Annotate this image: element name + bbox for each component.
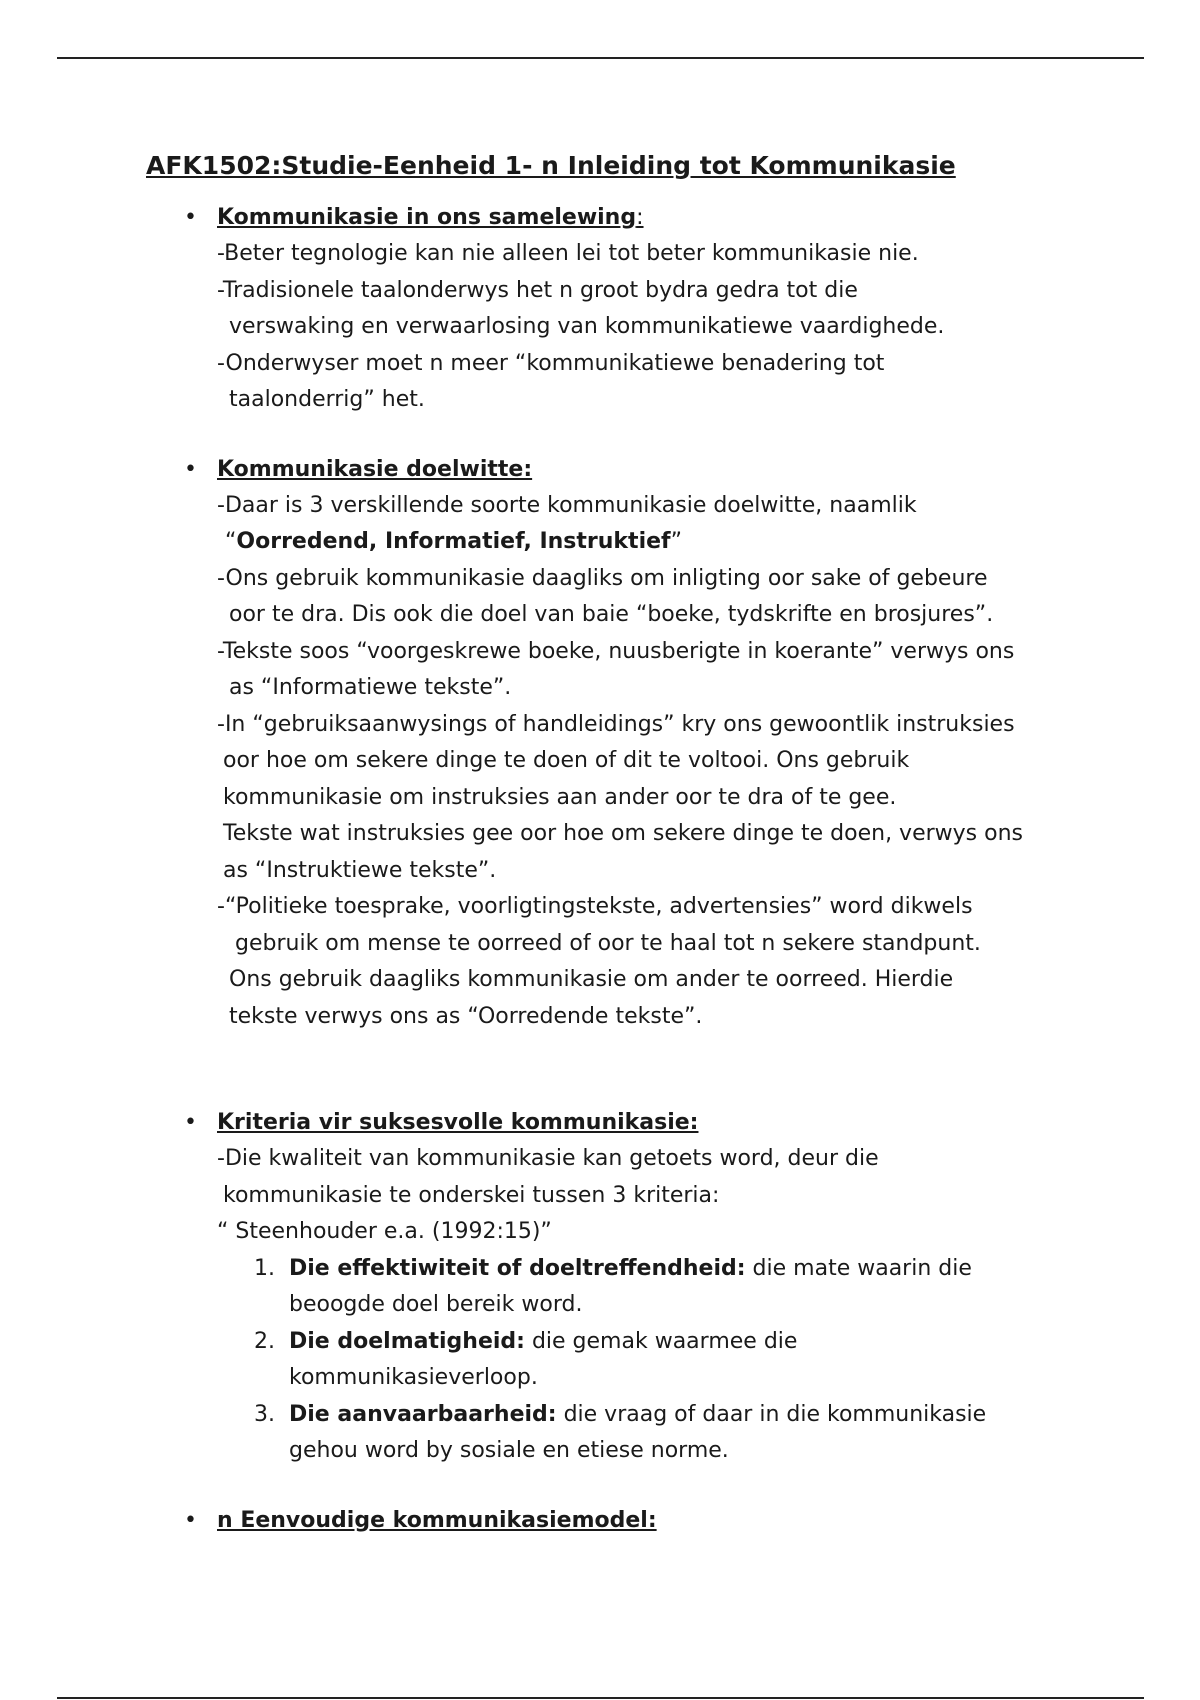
- criteria-list: [217, 1251, 1106, 1470]
- criteria-item: 1. Die effektiwiteit of doeltreffendheid: die mate waarin die beoogde doel bereik word.: [217, 1251, 1106, 1324]
- criteria-item: 3. Die aanvaarbaarheid: die vraag of daar in die kommunikasie gehou word by sosiale en etiese norme.: [217, 1397, 1106, 1470]
- bullet-icon: •: [184, 1110, 197, 1135]
- section-success-criteria: [184, 1105, 1106, 1470]
- text-line: taalonderrig” het.: [229, 387, 425, 412]
- section-communication-in-society: [184, 200, 1106, 419]
- text-line: kommunikasie te onderskei tussen 3 kriteria:: [223, 1182, 720, 1208]
- criteria-item: 2. Die doelmatigheid: die gemak waarmee die kommunikasieverloop.: [217, 1324, 1106, 1397]
- text-line: “Oorredend, Informatief, Instruktief”: [225, 529, 683, 554]
- section-heading: Kriteria vir suksesvolle kommunikasie:: [217, 1110, 699, 1135]
- citation-line: “ Steenhouder e.a. (1992:15)”: [217, 1219, 552, 1244]
- text-line: -Daar is 3 verskillende soorte kommunikasie doelwitte, naamlik: [217, 492, 917, 518]
- section-communication-goals: [184, 452, 1106, 1036]
- list-number: 2.: [254, 1328, 275, 1354]
- section-heading: Kommunikasie in ons samelewing:: [217, 205, 644, 230]
- text-line: -In “gebruiksaanwysings of handleidings” kry ons gewoontlik instruksies: [217, 711, 1015, 737]
- text-line: gebruik om mense te oorreed of oor te haal tot n sekere standpunt.: [235, 930, 981, 956]
- text-line: oor te dra. Dis ook die doel van baie “boeke, tydskrifte en brosjures”.: [229, 602, 994, 627]
- section-simple-model: [184, 1503, 1106, 1539]
- bullet-icon: •: [184, 1507, 197, 1533]
- list-number: 1.: [254, 1255, 275, 1281]
- section-heading: Kommunikasie doelwitte:: [217, 456, 533, 482]
- criteria-term: Die effektiwiteit of doeltreffendheid:: [289, 1255, 746, 1281]
- text-line: tekste verwys ons as “Oorredende tekste”.: [229, 1003, 703, 1029]
- text-line: -Ons gebruik kommunikasie daagliks om inligting oor sake of gebeure: [217, 565, 988, 591]
- goal-types: Oorredend, Informatief, Instruktief: [236, 529, 671, 554]
- top-rule: [57, 57, 1144, 59]
- text-line: -“Politieke toesprake, voorligtingstekste, advertensies” word dikwels: [217, 894, 973, 919]
- text-line: Tekste wat instruksies gee oor hoe om sekere dinge te doen, verwys ons: [223, 821, 1023, 846]
- bullet-icon: •: [184, 456, 197, 482]
- text-line: as “Informatiewe tekste”.: [229, 675, 512, 700]
- text-line: oor hoe om sekere dinge te doen of dit te voltooi. Ons gebruik: [223, 748, 910, 773]
- section-heading: n Eenvoudige kommunikasiemodel:: [217, 1507, 657, 1533]
- list-number: 3.: [254, 1401, 275, 1427]
- text-line: as “Instruktiewe tekste”.: [223, 857, 497, 883]
- bullet-icon: •: [184, 205, 197, 230]
- criteria-term: Die doelmatigheid:: [289, 1328, 525, 1354]
- text-line: Ons gebruik daagliks kommunikasie om ander te oorreed. Hierdie: [229, 967, 954, 992]
- bottom-rule: [57, 1697, 1144, 1699]
- text-line: -Tradisionele taalonderwys het n groot bydra gedra tot die: [217, 277, 858, 303]
- page-title: AFK1502:Studie-Eenheid 1- n Inleiding tot Kommunikasie: [146, 151, 956, 180]
- text-line: -Die kwaliteit van kommunikasie kan getoets word, deur die: [217, 1146, 879, 1171]
- text-line: kommunikasie om instruksies aan ander oor te dra of te gee.: [223, 784, 897, 810]
- text-line: -Tekste soos “voorgeskrewe boeke, nuusberigte in koerante” verwys ons: [217, 638, 1015, 664]
- text-line: -Onderwyser moet n meer “kommunikatiewe benadering tot: [217, 350, 885, 376]
- text-line: verswaking en verwaarlosing van kommunikatiewe vaardighede.: [229, 314, 945, 339]
- criteria-term: Die aanvaarbaarheid:: [289, 1401, 557, 1427]
- document-body: [146, 146, 1106, 1539]
- text-line: -Beter tegnologie kan nie alleen lei tot beter kommunikasie nie.: [217, 241, 919, 266]
